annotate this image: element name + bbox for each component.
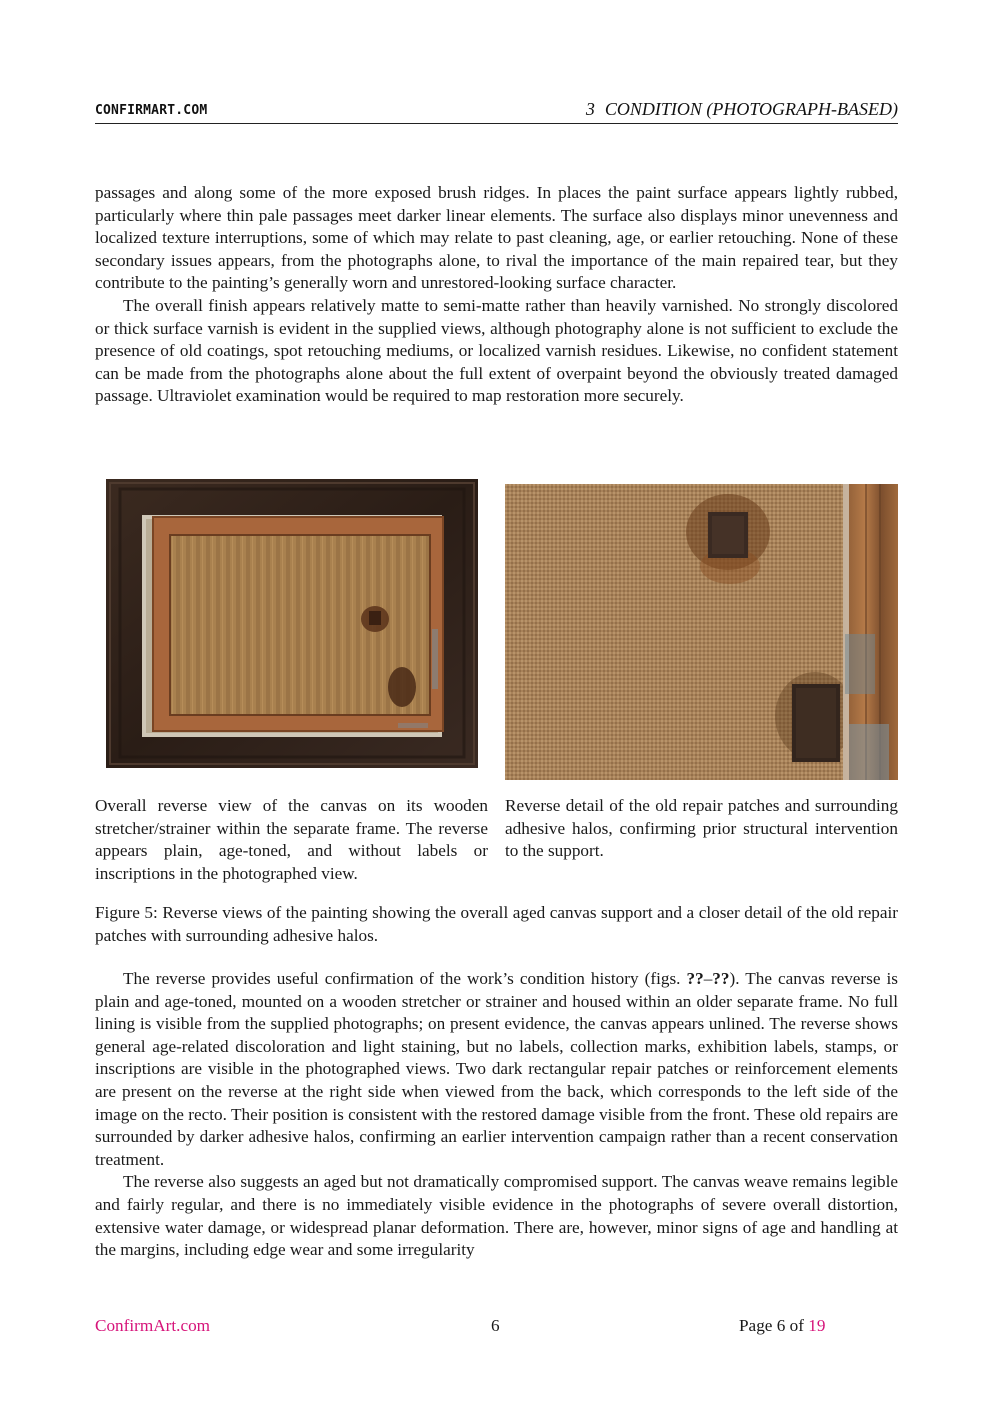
section-number: 3 (585, 99, 595, 119)
ref-dash: – (703, 969, 713, 988)
footer-site-link[interactable]: ConfirmArt.com (95, 1316, 211, 1335)
paragraph (95, 968, 898, 1171)
subfigure-caption-right: Reverse detail of the old repair patches and surrounding adhesive halos, confirming prior structural intervention to the support. (505, 796, 898, 861)
paragraph: passages and along some of the more exposed brush ridges. In places the paint surface appears lightly rubbed, particularly where thin pale passages meet darker linear elements. The surface also displays minor unevenness and localized texture interruptions, some of which may relate to past cleaning, age, or earlier retouching. None of these secondary issues appears, from the photographs alone, to rival the importance of the main repaired tear, but they contribute to the painting’s generally worn and unrestored-looking surface character. (95, 183, 898, 293)
paragraph: The overall finish appears relatively matte to semi-matte rather than heavily varnished. No strongly discolored or thick surface varnish is evident in the supplied views, although photography alone is not sufficient to exclude the presence of old coatings, spot retouching mediums, or localized varnish residues. Likewise, no confident statement can be made from the photographs alone about the full extent of overpaint beyond the obviously treated damaged passage. Ultraviolet examination would be required to map restoration more securely. (95, 295, 898, 406)
site-logo[interactable]: CONFIRMART.COM (95, 103, 208, 118)
text-block-bottom (95, 968, 898, 1262)
paragraph-text: ). The canvas reverse is plain and age-toned, mounted on a wooden stretcher or strainer and housed within an older separate frame. No full lining is visible from the supplied photographs; on present evidence, the canvas appears unlined. The reverse shows general age-related discoloration and light staining, but no labels, collection marks, exhibition labels, stamps, or inscriptions are visible in the photographed views. Two dark rectangular repair patches or reinforcement elements are present on the reverse at the right side when viewed from the back, which corresponds to the left side of the image on the recto. Their position is consistent with the restored damage visible from the front. These old repairs are surrounded by darker adhesive halos, confirming an earlier intervention campaign rather than a recent conservation treatment. (95, 969, 898, 1169)
footer-page-number: 6 (491, 1316, 500, 1335)
paragraph-text: The reverse provides useful confirmation of the work’s condition history (figs. (123, 969, 687, 988)
footer-page-count (739, 1316, 825, 1336)
reverse-detail-photo (505, 484, 898, 780)
running-section-title (586, 99, 898, 120)
subfigure-caption-left: Overall reverse view of the canvas on its wooden stretcher/strainer within the separate frame. The reverse appears plain, age-toned, and without labels or inscriptions in the photographed view. (95, 796, 488, 883)
figure-ref-link[interactable]: ?? (686, 969, 704, 988)
total-pages-link[interactable]: 19 (808, 1316, 826, 1335)
reverse-overall-photo (106, 479, 478, 768)
figure-caption: Figure 5: Reverse views of the painting showing the overall aged canvas support and a closer detail of the old repair patches with surrounding adhesive halos. (95, 903, 898, 945)
page-header (95, 97, 898, 124)
page-label: Page 6 of (739, 1316, 804, 1335)
text-block-top (95, 182, 898, 408)
paragraph: The reverse also suggests an aged but not dramatically compromised support. The canvas weave remains legible and fairly regular, and there is no immediately visible evidence in the photographs of severe overall distortion, extensive water damage, or widespread planar deformation. There are, however, minor signs of age and handling at the margins, including edge wear and some irregularity (95, 1172, 898, 1260)
section-title: CONDITION (PHOTOGRAPH-BASED) (604, 99, 898, 119)
figure-ref-link[interactable]: ?? (712, 969, 730, 988)
page-footer (95, 1316, 898, 1340)
